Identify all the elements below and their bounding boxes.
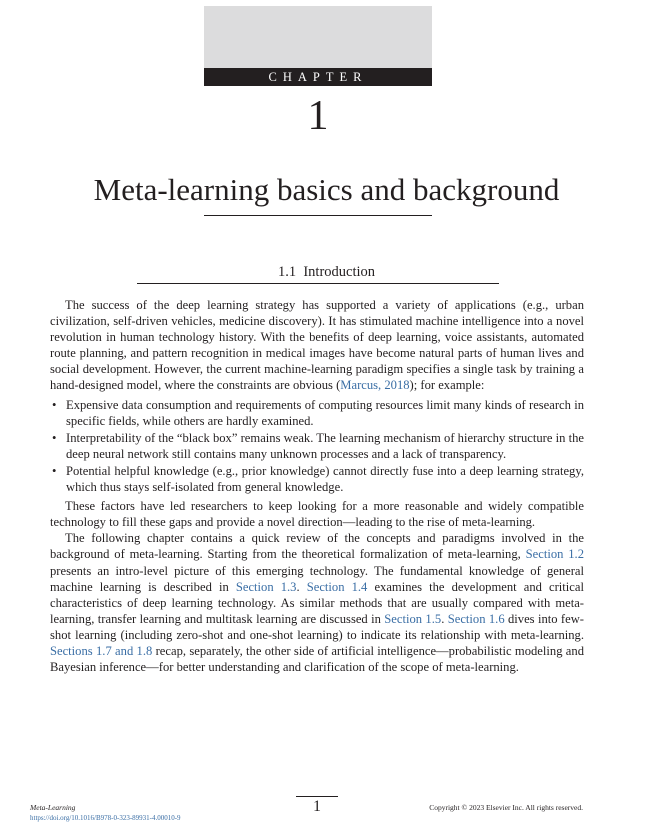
- chapter-number: 1: [307, 93, 329, 139]
- section-link[interactable]: Section 1.6: [447, 611, 505, 626]
- bullet-item: • Potential helpful knowledge (e.g., prior knowledge) cannot directly fuse into a deep learning strategy, which thus stays self-isolated from general knowledge.: [66, 463, 584, 495]
- copyright-notice: Copyright © 2023 Elsevier Inc. All rights reserved.: [429, 803, 583, 812]
- section-link[interactable]: Sections 1.7 and 1.8: [50, 643, 153, 658]
- p3-text: .: [296, 579, 307, 594]
- p3-text: dives into few-shot learning (including zero-shot and one-shot learning) to indicate its relationship with meta-learning.: [50, 611, 585, 642]
- chapter-label: CHAPTER: [204, 68, 432, 86]
- bullet-item: • Expensive data consumption and requirements of computing resources limit many kinds of research in specific fields, while others are hardly examined.: [66, 397, 584, 429]
- section-divider: [137, 283, 499, 284]
- section-link[interactable]: Section 1.3: [235, 579, 297, 594]
- paragraph-2: These factors have led researchers to keep looking for a more reasonable and widely compatible technology to fill these gaps and provide a novel direction—leading to the rise of meta-learning.: [50, 499, 584, 530]
- p3-text: The following chapter contains a quick review of the concepts and paradigms involved in the background of meta-learning. Starting from the theoretical formalization of meta-learning,: [50, 531, 584, 562]
- paragraph-1: [50, 297, 584, 394]
- section-link[interactable]: Section 1.5: [384, 611, 442, 626]
- title-divider: [204, 215, 432, 216]
- section-link[interactable]: Section 1.4: [306, 579, 368, 594]
- chapter-header-box: [204, 6, 432, 68]
- p3-text: recap, separately, the other side of artificial intelligence—probabilistic modeling and Bayesian inference—for better understanding and clarification of the scope of meta-learning.: [50, 643, 584, 675]
- doi-link[interactable]: https://doi.org/10.1016/B978-0-323-89931-4.00010-9: [30, 814, 181, 822]
- section-link[interactable]: Section 1.2: [525, 547, 584, 562]
- paragraph-3: [50, 530, 584, 675]
- p3-text: examines the development and critical characteristics of deep learning technology. As similar methods that are usually compared with meta-learning, transfer learning and multitask learning are discussed in: [50, 579, 584, 626]
- bullet-list: [50, 397, 584, 496]
- p1-text: The success of the deep learning strategy has supported a variety of applications (e.g., urban civilization, self-driven vehicles, medicine discovery). It has stimulated machine intelligence into a novel revolution in human technology history. With the benefits of deep learning, voice assistants, automated route planning, and pattern recognition in medical images have become natural parts of human lives and social development. However, the current machine-learning paradigm specifies a single task by training a hand-designed model, where the constraints are obvious (: [50, 298, 584, 393]
- section-title: Introduction: [303, 264, 376, 280]
- p1-text-end: ); for example:: [409, 378, 485, 393]
- page-number: 1: [313, 798, 321, 815]
- citation-link[interactable]: Marcus, 2018: [340, 378, 410, 393]
- section-number: 1.1: [277, 264, 297, 280]
- section-heading: [0, 263, 653, 281]
- p3-text: .: [441, 611, 448, 626]
- p3-text: presents an intro-level picture of this emerging technology. The fundamental knowledge of general machine learning is described in: [50, 563, 584, 594]
- bullet-item: • Interpretability of the “black box” remains weak. The learning mechanism of hierarchy structure in the deep neural network still contains many unknown processes and a lack of transparency.: [66, 430, 584, 462]
- chapter-title: Meta-learning basics and background: [93, 172, 560, 207]
- book-title: Meta-Learning: [30, 803, 76, 812]
- body-text: [50, 297, 584, 675]
